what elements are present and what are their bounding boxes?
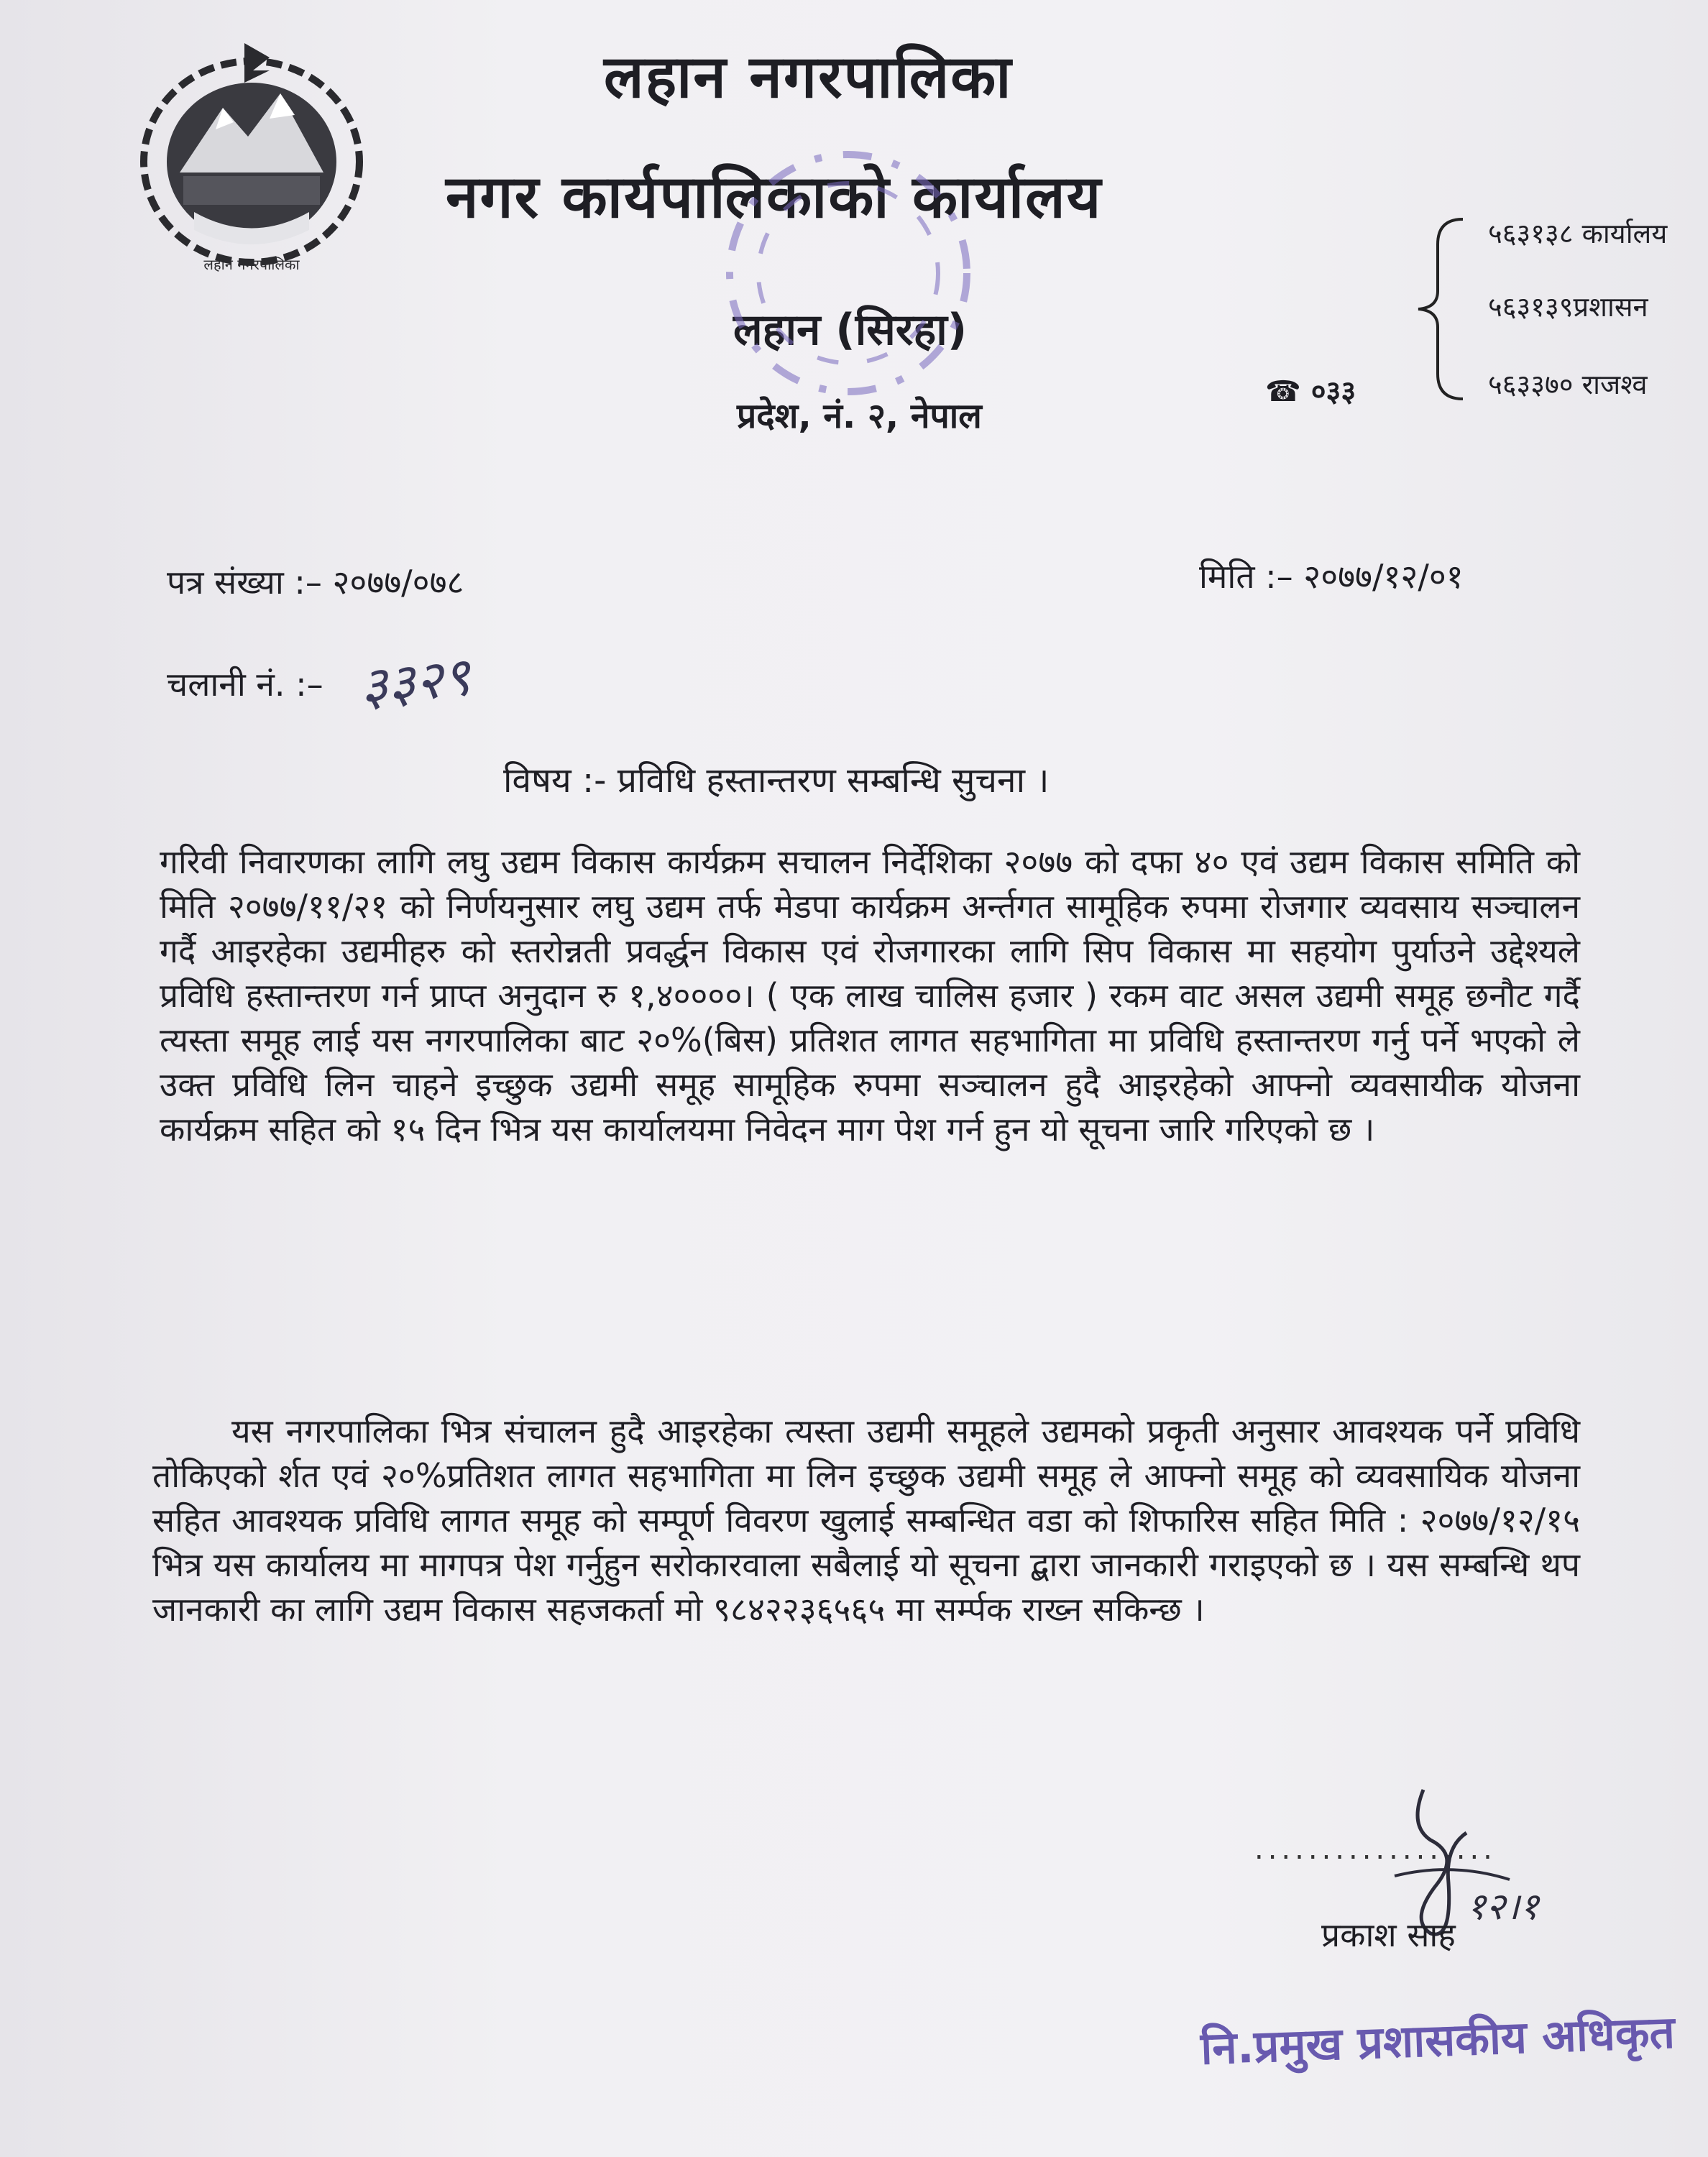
- office-title: नगर कार्यपालिकाको कार्यालय: [446, 163, 1103, 231]
- emblem-text: लहान नगरपालिका: [203, 256, 300, 273]
- svg-text:१२।१: १२।१: [1466, 1885, 1539, 1928]
- letter-reference-number: पत्र संख्या :– २०७७/०७८: [167, 563, 464, 602]
- phone-area-code: ☎ ०३३: [1265, 375, 1356, 408]
- letter-subject: विषय :- प्रविधि हस्तान्तरण सम्बन्धि सुचना ।: [503, 760, 1050, 801]
- curly-brace-icon: [1413, 216, 1470, 403]
- phone-revenue: ५६३३७० राजश्व: [1488, 369, 1648, 400]
- officer-designation-stamp: नि.प्रमुख प्रशासकीय अधिकृत: [1199, 2005, 1676, 2075]
- signer-name: प्रकाश साह: [1321, 1915, 1456, 1954]
- nepal-government-emblem: [115, 29, 388, 288]
- body-paragraph-2: यस नगरपालिका भित्र संचालन हुदै आइरहेका त्यस्ता उद्यमी समूहले उद्यमको प्रकृती अनुसार आवश्यक पर्ने प्रविधि तोकिएको र्शत एवं २०%प्रतिशत लागत सहभागिता मा लिन इच्छुक उद्यमी समूह ले आफ्नो समूह को व्यवसायिक योजना सहित आवश्यक प्रविधि लागत समूह को सम्पूर्ण विवरण खुलाई सम्बन्धित वडा को शिफारिस सहित मिति : २०७७/१२/१५ भित्र यस कार्यालय मा मागपत्र पेश गर्नुहुन सरोकारवाला सबैलाई यो सूचना द्बारा जानकारी गराइएको छ । यस सम्बन्धि थप जानकारी का लागि उद्यम विकास सहजकर्ता मो ९८४२२३६५६५ मा सर्म्पक राख्न सकिन्छ ।: [152, 1412, 1580, 1629]
- phone-administration: ५६३१३९प्रशासन: [1488, 291, 1648, 323]
- location-text: लहान (सिरहा): [733, 305, 968, 355]
- office-round-stamp: [697, 137, 999, 410]
- dispatch-number-handwritten: ३३२९: [357, 645, 474, 719]
- municipality-title: लहान नगरपालिका: [604, 43, 1013, 111]
- dispatch-label: चलानी नं. :–: [167, 665, 323, 704]
- phone-office: ५६३१३८ कार्यालय: [1488, 218, 1668, 249]
- body-paragraph-1: गरिवी निवारणका लागि लघु उद्यम विकास कार्यक्रम सचालन निर्देशिका २०७७ को दफा ४० एवं उद्यम विकास समिति को मिति २०७७/११/२१ को निर्णयनुसार लघु उद्यम तर्फ मेडपा कार्यक्रम अर्न्तगत सामूहिक रुपमा रोजगार व्यवसाय सञ्चालन गर्दै आइरहेका उद्यमीहरु को स्तरोन्नती प्रवर्द्धन विकास एवं रोजगारका लागि सिप विकास मा सहयोग पुर्याउने उद्देश्यले प्रविधि हस्तान्तरण गर्न प्राप्त अनुदान रु १,४००००। ( एक लाख चालिस हजार ) रकम वाट असल उद्यमी समूह छनौट गर्दै त्यस्ता समूह लाई यस नगरपालिका बाट २०%(बिस) प्रतिशत लागत सहभागिता मा प्रविधि हस्तान्तरण गर्नु पर्ने भएको ले उक्त प्रविधि लिन चाहने इच्छुक उद्यमी समूह सामूहिक रुपमा सञ्चालन हुदै आइरहेको आफ्नो व्यवसायीक योजना कार्यक्रम सहित को १५ दिन भित्र यस कार्यालयमा निवेदन माग पेश गर्न हुन यो सूचना जारि गरिएको छ ।: [160, 842, 1580, 1149]
- province-text: प्रदेश, नं. २, नेपाल: [737, 396, 982, 436]
- letter-date: मिति :– २०७७/१२/०१: [1199, 557, 1464, 596]
- signature-line: ..................: [1254, 1833, 1497, 1866]
